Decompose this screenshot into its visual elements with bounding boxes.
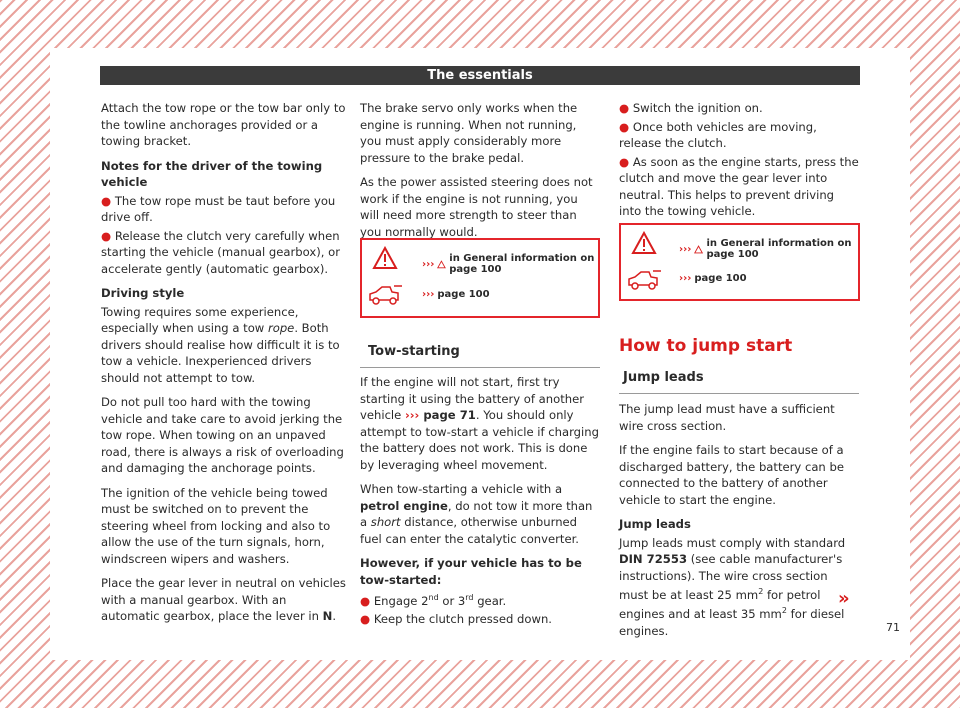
page-number: 71	[886, 621, 900, 634]
warning-triangle-icon	[372, 246, 398, 270]
warning-box	[619, 223, 860, 301]
subheading-jump-leads: Jump leads	[619, 517, 691, 531]
paragraph: However, if your vehicle has to be tow-started:	[360, 556, 582, 587]
list-item: ● Engage 2nd or 3rd gear.	[360, 593, 507, 608]
car-caution-icon	[368, 284, 404, 306]
link-arrow-icon: ›››	[679, 243, 692, 255]
list-item: ● As soon as the engine starts, press the clutch and move the gear lever into neutral. This helps to prevent driving into the towing vehicle.	[619, 154, 859, 218]
column-1	[101, 100, 346, 633]
link-arrow-icon: ›››	[679, 273, 692, 284]
caution-reference[interactable]: ››› page 100	[422, 289, 490, 300]
paragraph: As the power assisted steering does not work if the engine is not running, you will need more strength to steer than you normally would.	[360, 175, 593, 239]
bullet-icon: ●	[619, 154, 630, 169]
column-2	[360, 100, 600, 248]
column-2-lower	[360, 374, 600, 630]
column-3	[619, 100, 859, 222]
warning-triangle-icon	[631, 231, 657, 255]
bullet-icon: ●	[619, 119, 630, 134]
heading-how-to-jump-start: How to jump start	[619, 336, 793, 356]
small-warning-icon	[437, 259, 446, 270]
page-link[interactable]: page 71	[423, 408, 476, 422]
subheading-notes: Notes for the driver of the towing vehicle	[101, 158, 323, 189]
paragraph: Towing requires some experience, especially when using a tow rope. Both drivers should realise how difficult it is to tow a vehicle. Inexperienced drivers should not attempt to tow.	[101, 304, 340, 385]
page-header: The essentials	[100, 66, 860, 85]
paragraph: The jump lead must have a sufficient wire cross section.	[619, 402, 835, 433]
paragraph: Attach the tow rope or the tow bar only to the towline anchorages provided or a towing bracket.	[101, 101, 346, 148]
list-item: ● The tow rope must be taut before you drive off.	[101, 193, 336, 224]
paragraph: The ignition of the vehicle being towed must be switched on to prevent the steering wheel from locking and also to allow the use of the turn signals, horn, windscreen wipers and washers.	[101, 485, 331, 566]
car-caution-icon	[627, 269, 663, 291]
paragraph: If the engine fails to start because of a discharged battery, the battery can be connected to the battery of another vehicle to start the engine.	[619, 443, 844, 507]
bullet-icon: ●	[360, 612, 371, 627]
list-item: ● Once both vehicles are moving, release the clutch.	[619, 119, 817, 150]
paragraph: When tow-starting a vehicle with a petrol engine, do not tow it more than a short distance, otherwise unburned fuel can enter the catalytic converter.	[360, 482, 593, 546]
bullet-icon: ●	[360, 593, 371, 608]
list-item: ● Switch the ignition on.	[619, 101, 763, 115]
warning-reference[interactable]: ››› in General information on page 100	[679, 238, 852, 260]
column-3-lower	[619, 401, 859, 647]
paragraph: The brake servo only works when the engine is running. When not running, you must apply considerably more pressure to the brake pedal.	[360, 101, 578, 165]
small-warning-icon	[694, 244, 703, 255]
section-heading-jump-leads: Jump leads	[619, 370, 859, 394]
bullet-icon: ●	[619, 101, 630, 115]
bullet-icon: ●	[101, 193, 112, 208]
paragraph: Do not pull too hard with the towing vehicle and take care to avoid jerking the tow rope. When towing on an unpaved road, there is always a risk of overloading and damaging the anchorage points.	[101, 395, 344, 475]
caution-reference[interactable]: ››› page 100	[679, 273, 747, 284]
warning-box	[360, 238, 600, 318]
bullet-icon: ●	[101, 228, 112, 243]
section-heading-tow-starting: Tow-starting	[360, 344, 600, 368]
paragraph: If the engine will not start, first try starting it using the battery of another vehicle ››› page 71. You should only attempt to tow-start a vehicle if charging the battery does not work. This is done by leveraging wheel movement.	[360, 375, 599, 472]
paragraph: Jump leads must comply with standard DIN 72553 (see cable manufacturer's instructions). The wire cross section must be at least 25 $mm^2$ for petrol engines and at least 35 $mm^2$ for diesel engines.	[619, 535, 846, 638]
continue-icon: »	[838, 588, 850, 609]
list-item: ● Release the clutch very carefully when starting the vehicle (manual gearbox), or accelerate gently (automatic gearbox).	[101, 228, 341, 276]
list-item: ● Keep the clutch pressed down.	[360, 612, 552, 627]
link-arrow-icon: ›››	[422, 258, 435, 270]
subheading-driving-style: Driving style	[101, 286, 185, 300]
link-arrow-icon: ›››	[422, 289, 435, 300]
warning-reference[interactable]: ››› in General information on page 100	[422, 253, 595, 275]
paragraph: Place the gear lever in neutral on vehicles with a manual gearbox. With an automatic gearbox, place the lever in N.	[101, 576, 346, 623]
